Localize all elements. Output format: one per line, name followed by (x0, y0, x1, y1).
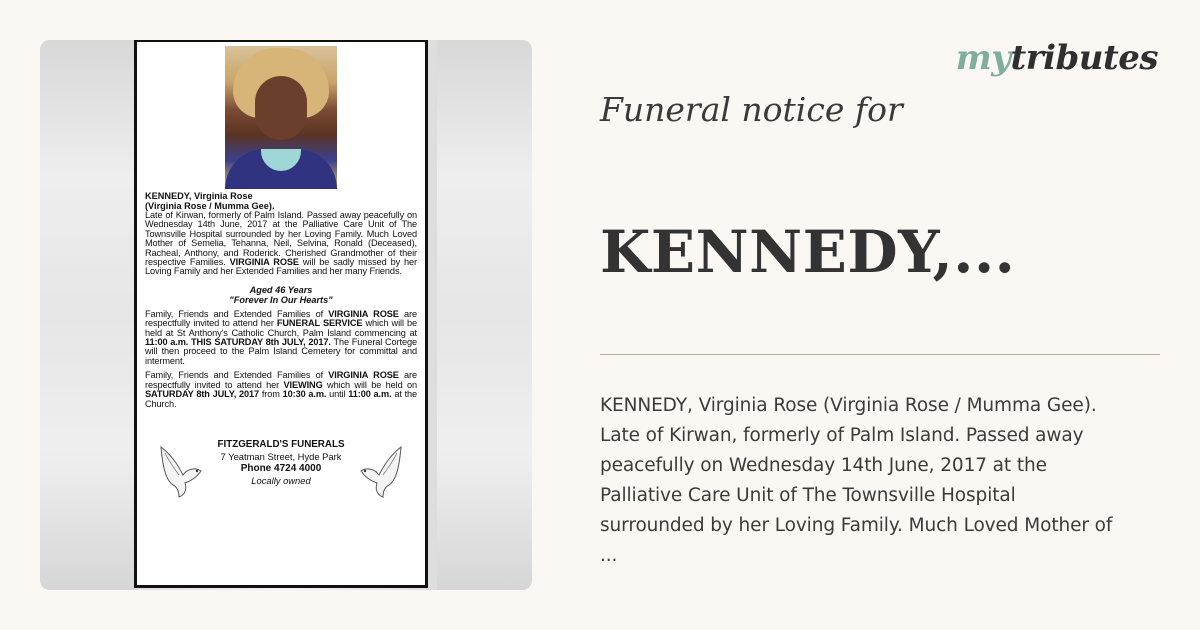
notice-paragraph-2: Family, Friends and Extended Families of VIRGINIA ROSE are respectfully invited to attend her FUNERAL SERVICE which will be held at St Anthony's Catholic Church, Palm Island commencing at 11:00 a.m. THIS SATURDAY 8th JULY, 2017. The Funeral Cortege will then proceed to the Palm Island Cemetery for committal and interment. (145, 308, 418, 366)
funeral-director-block (145, 439, 417, 509)
divider (600, 354, 1160, 355)
notice-name-line2: (Virginia Rose / Mumma Gee). (145, 201, 275, 211)
director-phone: Phone 4724 4000 (240, 462, 322, 474)
deceased-name-title: KENNEDY,... (600, 218, 1016, 286)
dove-icon (357, 441, 405, 499)
notice-excerpt (600, 391, 1170, 571)
director-address: 7 Yeatman Street, Hyde Park (220, 450, 342, 462)
excerpt-line: surrounded by her Loving Family. Much Loved Mother of (600, 515, 1113, 536)
director-name: FITZGERALD'S FUNERALS (217, 438, 345, 450)
funeral-notice-for-heading: Funeral notice for (600, 90, 903, 129)
notice-paragraph-1: Late of Kirwan, formerly of Palm Island. Passed away peacefully on Wednesday 14th June, 2017 at the Palliative Care Unit of The Townsville Hospital surrounded by her Loving Family. Much Loved Mother of Semelia, Tehanna, Neil, Selvina, Ronald (Deceased), Racheal, Anthony, and Roderick. Cherished Grandmother of their respective Families. VIRGINIA ROSE will be sadly missed by her Loving Family and her Extended Families and her many Friends. (145, 210, 418, 277)
notice-quote: "Forever In Our Hearts" (229, 294, 333, 305)
notice-aged: Aged 46 Years (249, 284, 313, 295)
excerpt-line: KENNEDY, Virginia Rose (Virginia Rose / Mumma Gee). (600, 395, 1097, 416)
excerpt-line: Palliative Care Unit of The Townsville Hospital (600, 485, 1016, 506)
dove-icon (157, 441, 205, 499)
newspaper-notice (134, 40, 428, 588)
notice-image-panel (40, 40, 532, 590)
portrait-photo (225, 46, 337, 189)
excerpt-line: Late of Kirwan, formerly of Palm Island. Passed away (600, 425, 1084, 446)
excerpt-line: peacefully on Wednesday 14th June, 2017 at the (600, 455, 1047, 476)
notice-paragraph-3: Family, Friends and Extended Families of VIRGINIA ROSE are respectfully invited to attend her VIEWING which will be held on SATURDAY 8th JULY, 2017 from 10:30 a.m. until 11:00 a.m. at the Church. (145, 370, 418, 409)
director-tagline: Locally owned (251, 474, 311, 486)
mytributes-logo[interactable]: mytributes (955, 38, 1158, 78)
excerpt-line: ... (600, 545, 618, 566)
notice-name-line1: KENNEDY, Virginia Rose (145, 191, 253, 201)
